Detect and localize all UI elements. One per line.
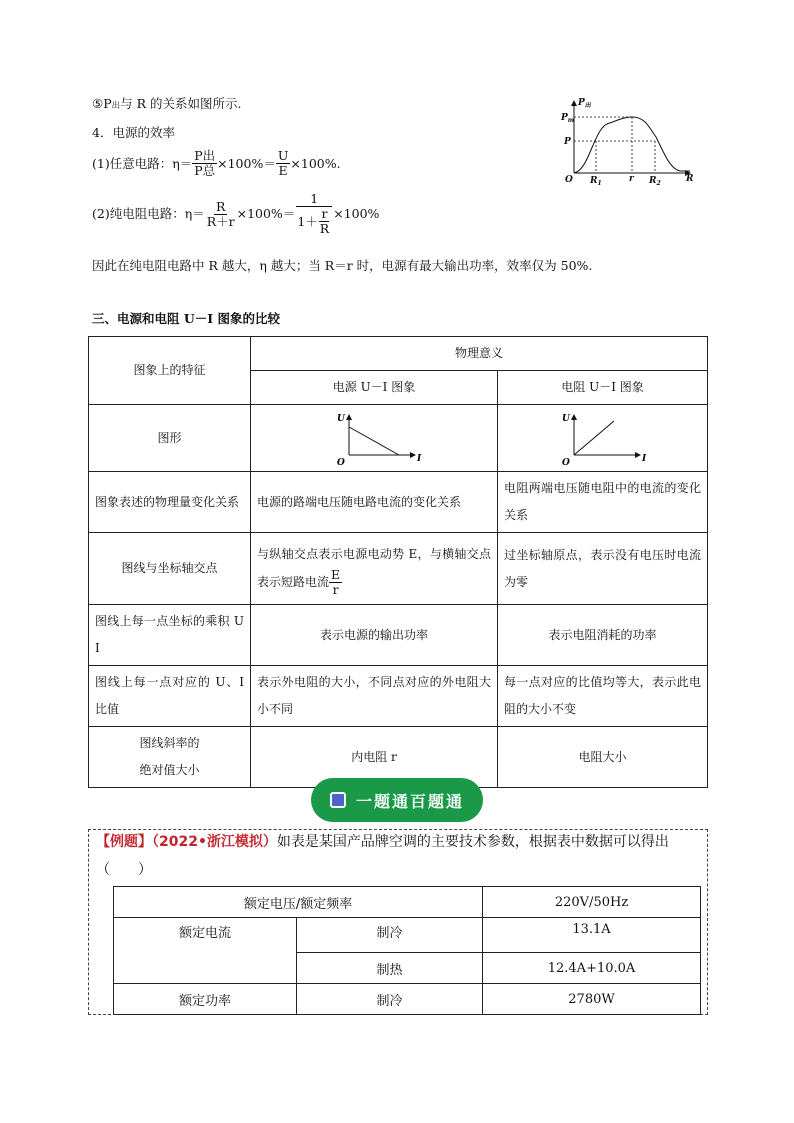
spec-value: 220V/50Hz: [483, 887, 701, 918]
inner-fraction: [318, 207, 331, 236]
fraction-denominator: R＋r: [206, 213, 235, 229]
formula-2-mid: ×100%＝: [236, 206, 296, 221]
fraction-denominator: P总: [194, 163, 216, 178]
source-cell: 内电阻 r: [251, 727, 498, 788]
header-source: 电源 U－I 图象: [251, 371, 498, 405]
row-label: 图线上每一点对应的 U、I 比值: [89, 666, 251, 727]
document-icon: [330, 792, 346, 808]
comparison-table: [88, 336, 708, 788]
formula-1-end: ×100%.: [290, 155, 341, 171]
fraction-numerator: U: [277, 148, 289, 163]
fraction-e-over-r: [329, 568, 342, 597]
table-row: [89, 666, 708, 727]
graph-y-label: $P_出$: [578, 98, 591, 109]
table-row: [89, 472, 708, 533]
resistor-cell: 电阻两端电压随电阻中的电流的变化关系: [498, 472, 708, 533]
fraction-p-out-over-p-total: [192, 149, 217, 178]
graph-p-label: P: [564, 137, 571, 147]
fraction-r-over-r-plus-r: [205, 200, 237, 229]
axis-o-label: O: [337, 458, 345, 467]
section-3-title: 三、电源和电阻 U－I 图象的比较: [92, 311, 280, 326]
spec-table: [113, 886, 701, 1015]
axis-i-label: I: [642, 454, 647, 464]
formula-1-prefix: (1)任意电路：η＝: [92, 155, 193, 171]
fraction-numerator: P出: [194, 148, 216, 163]
row-label: 图线与坐标轴交点: [89, 533, 251, 605]
table-row: [89, 337, 708, 371]
section-4-heading: 4．电源的效率: [92, 125, 175, 140]
resistor-ui-graph: [560, 409, 660, 467]
example-source: （2022•浙江模拟）: [152, 834, 277, 850]
header-feature: 图象上的特征: [89, 337, 251, 405]
formula-pure-resistor: [92, 192, 379, 236]
table-row: [114, 984, 701, 1015]
spec-label: 额定功率: [114, 984, 297, 1015]
fraction-one-over-one-plus-r-over-r: [295, 192, 333, 236]
power-resistance-graph: [560, 95, 700, 185]
graph-origin-label: O: [565, 175, 573, 185]
p-subscript: 出: [111, 101, 121, 111]
fraction-numerator: R: [215, 198, 226, 214]
spec-mode: 制热: [297, 953, 483, 984]
axis-u-label: U: [337, 414, 345, 424]
row-label: [89, 727, 251, 788]
den-prefix: 1＋: [297, 213, 318, 229]
fraction-denominator: r: [332, 581, 339, 597]
spec-label: 额定电压/额定频率: [114, 887, 483, 918]
table-row: [89, 605, 708, 666]
one-problem-banner: [311, 778, 483, 822]
circled-number: ⑤: [92, 96, 104, 111]
fraction-denominator: [295, 207, 333, 236]
table-row: [89, 405, 708, 472]
resistor-cell: 过坐标轴原点，表示没有电压时电流为零: [498, 533, 708, 605]
graph-x-label: R: [686, 174, 694, 184]
example-tag: 【例题】: [96, 834, 152, 850]
resistor-cell: 电阻大小: [498, 727, 708, 788]
spec-value: 13.1A: [483, 918, 701, 953]
row-label: 图线上每一点坐标的乘积 UI: [89, 605, 251, 666]
intro-line-1-text: 与 R 的关系如图所示.: [120, 96, 242, 111]
row-label: 图象表述的物理量变化关系: [89, 472, 251, 533]
banner-text: 一题通百题通: [355, 791, 464, 811]
table-row: [114, 887, 701, 918]
graph-r-label: r: [629, 174, 634, 184]
table-row: [89, 533, 708, 605]
source-cell: 表示电源的输出功率: [251, 605, 498, 666]
resistor-cell: 表示电阻消耗的功率: [498, 605, 708, 666]
axis-o-label: O: [562, 458, 570, 467]
spec-label: 额定电流: [114, 918, 297, 984]
example-question: [96, 833, 669, 851]
source-cell-text: 与纵轴交点表示电源电动势 E，与横轴交点表示短路电流: [257, 546, 491, 589]
source-cell: 电源的路端电压随电路电流的变化关系: [251, 472, 498, 533]
intro-line-1: [92, 96, 242, 114]
axis-i-label: I: [417, 454, 422, 464]
formula-any-circuit: [92, 149, 341, 178]
fraction-denominator: R: [319, 221, 330, 236]
p-symbol: P: [103, 96, 112, 111]
spec-value: 2780W: [483, 984, 701, 1015]
graph-r1-label: $R_1$: [590, 176, 602, 185]
row-label: 图形: [89, 405, 251, 472]
source-cell: 表示外电阻的大小，不同点对应的外电阻大小不同: [251, 666, 498, 727]
table-row: [114, 918, 701, 953]
row-label-line-2: 绝对值大小: [139, 763, 200, 777]
row-label-line-1: 图线斜率的: [139, 736, 200, 750]
fraction-u-over-e: [276, 149, 291, 178]
header-meaning: 物理意义: [251, 337, 708, 371]
spec-mode: 制冷: [297, 984, 483, 1015]
example-question-text: 如表是某国产品牌空调的主要技术参数，根据表中数据可以得出: [276, 834, 669, 850]
spec-mode: 制冷: [297, 918, 483, 953]
formula-2-prefix: (2)纯电阻电路：η＝: [92, 206, 205, 221]
conclusion-text: 因此在纯电阻电路中 R 越大，η 越大；当 R＝r 时，电源有最大输出功率，效率仅为 50%.: [92, 258, 593, 273]
resistor-cell: 每一点对应的比值均等大，表示此电阻的大小不变: [498, 666, 708, 727]
fraction-denominator: E: [278, 163, 288, 178]
formula-2-end: ×100%: [333, 206, 380, 221]
graph-r2-label: $R_2$: [649, 176, 661, 185]
answer-blank: （ ）: [96, 862, 152, 878]
source-graph-cell: [251, 405, 498, 472]
fraction-numerator: 1: [296, 192, 332, 207]
source-ui-graph: [335, 409, 435, 467]
formula-1-mid: ×100%＝: [217, 155, 276, 171]
fraction-numerator: r: [321, 206, 328, 221]
resistor-graph-cell: [498, 405, 708, 472]
fraction-numerator: E: [331, 566, 341, 582]
axis-u-label: U: [562, 414, 570, 424]
header-resistor: 电阻 U－I 图象: [498, 371, 708, 405]
source-cell: [251, 533, 498, 605]
spec-value: 12.4A+10.0A: [483, 953, 701, 984]
graph-pm-label: $P_m$: [561, 113, 575, 124]
